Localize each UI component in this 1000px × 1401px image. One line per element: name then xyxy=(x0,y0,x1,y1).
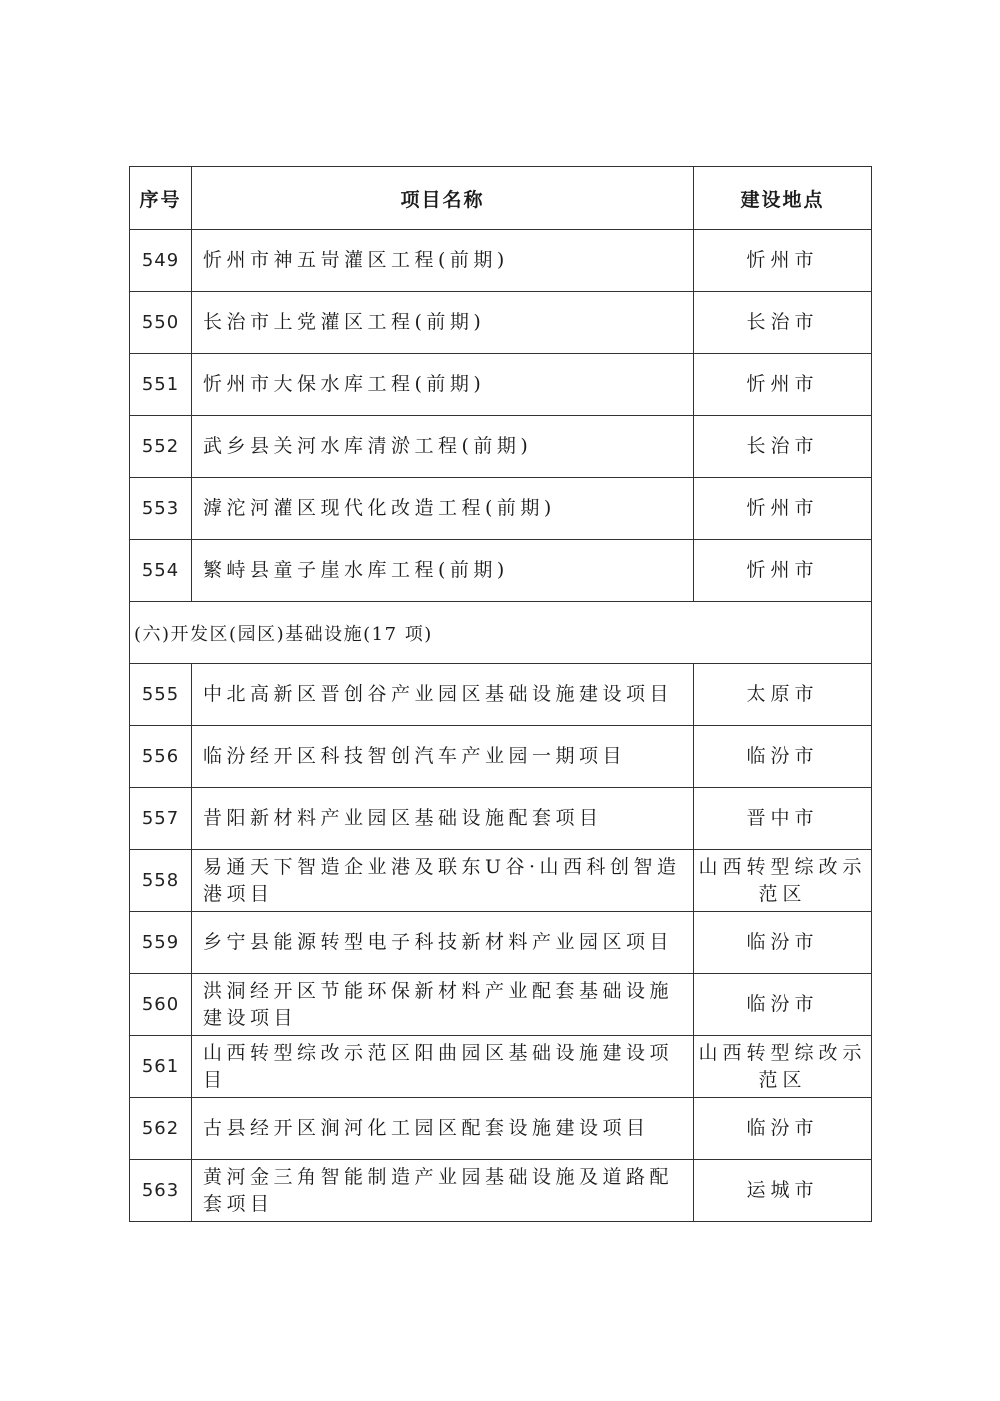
table-row xyxy=(130,478,872,540)
row-number: 551 xyxy=(130,354,192,416)
row-project-name: 黄河金三角智能制造产业园基础设施及道路配套项目 xyxy=(192,1160,694,1222)
row-project-name: 临汾经开区科技智创汽车产业园一期项目 xyxy=(192,726,694,788)
row-number: 552 xyxy=(130,416,192,478)
table-row xyxy=(130,912,872,974)
row-location: 临汾市 xyxy=(694,974,872,1036)
table-row xyxy=(130,1036,872,1098)
row-location: 临汾市 xyxy=(694,726,872,788)
row-location: 太原市 xyxy=(694,664,872,726)
row-location: 长治市 xyxy=(694,416,872,478)
table-header-row xyxy=(130,167,872,230)
table-row xyxy=(130,726,872,788)
row-number: 558 xyxy=(130,850,192,912)
row-number: 553 xyxy=(130,478,192,540)
row-project-name: 武乡县关河水库清淤工程(前期) xyxy=(192,416,694,478)
row-location: 忻州市 xyxy=(694,540,872,602)
row-project-name: 中北高新区晋创谷产业园区基础设施建设项目 xyxy=(192,664,694,726)
row-project-name: 昔阳新材料产业园区基础设施配套项目 xyxy=(192,788,694,850)
header-location: 建设地点 xyxy=(694,167,872,230)
row-location: 临汾市 xyxy=(694,912,872,974)
section-title: (六)开发区(园区)基础设施(17 项) xyxy=(130,602,872,664)
table-row xyxy=(130,230,872,292)
row-project-name: 滹沱河灌区现代化改造工程(前期) xyxy=(192,478,694,540)
row-project-name: 忻州市神五岢灌区工程(前期) xyxy=(192,230,694,292)
table-row xyxy=(130,850,872,912)
table-row xyxy=(130,664,872,726)
table-row xyxy=(130,540,872,602)
row-project-name: 繁峙县童子崖水库工程(前期) xyxy=(192,540,694,602)
table-row xyxy=(130,416,872,478)
row-number: 549 xyxy=(130,230,192,292)
row-project-name: 长治市上党灌区工程(前期) xyxy=(192,292,694,354)
row-number: 554 xyxy=(130,540,192,602)
row-number: 556 xyxy=(130,726,192,788)
project-table xyxy=(129,166,872,1222)
row-number: 550 xyxy=(130,292,192,354)
row-number: 563 xyxy=(130,1160,192,1222)
row-project-name: 乡宁县能源转型电子科技新材料产业园区项目 xyxy=(192,912,694,974)
row-location: 忻州市 xyxy=(694,478,872,540)
row-location: 忻州市 xyxy=(694,354,872,416)
row-location: 山西转型综改示范区 xyxy=(694,850,872,912)
row-location: 晋中市 xyxy=(694,788,872,850)
table-row xyxy=(130,788,872,850)
row-location: 运城市 xyxy=(694,1160,872,1222)
row-location: 忻州市 xyxy=(694,230,872,292)
row-project-name: 易通天下智造企业港及联东U谷·山西科创智造港项目 xyxy=(192,850,694,912)
header-project-name: 项目名称 xyxy=(192,167,694,230)
row-project-name: 山西转型综改示范区阳曲园区基础设施建设项目 xyxy=(192,1036,694,1098)
row-project-name: 忻州市大保水库工程(前期) xyxy=(192,354,694,416)
row-project-name: 古县经开区涧河化工园区配套设施建设项目 xyxy=(192,1098,694,1160)
row-number: 561 xyxy=(130,1036,192,1098)
row-location: 长治市 xyxy=(694,292,872,354)
row-number: 557 xyxy=(130,788,192,850)
table-row xyxy=(130,292,872,354)
row-location: 临汾市 xyxy=(694,1098,872,1160)
row-number: 560 xyxy=(130,974,192,1036)
table-row xyxy=(130,354,872,416)
row-location: 山西转型综改示范区 xyxy=(694,1036,872,1098)
table-row xyxy=(130,1160,872,1222)
table-row xyxy=(130,1098,872,1160)
table-row xyxy=(130,974,872,1036)
row-number: 559 xyxy=(130,912,192,974)
row-number: 562 xyxy=(130,1098,192,1160)
row-project-name: 洪洞经开区节能环保新材料产业配套基础设施建设项目 xyxy=(192,974,694,1036)
section-row xyxy=(130,602,872,664)
header-serial-number: 序号 xyxy=(130,167,192,230)
row-number: 555 xyxy=(130,664,192,726)
